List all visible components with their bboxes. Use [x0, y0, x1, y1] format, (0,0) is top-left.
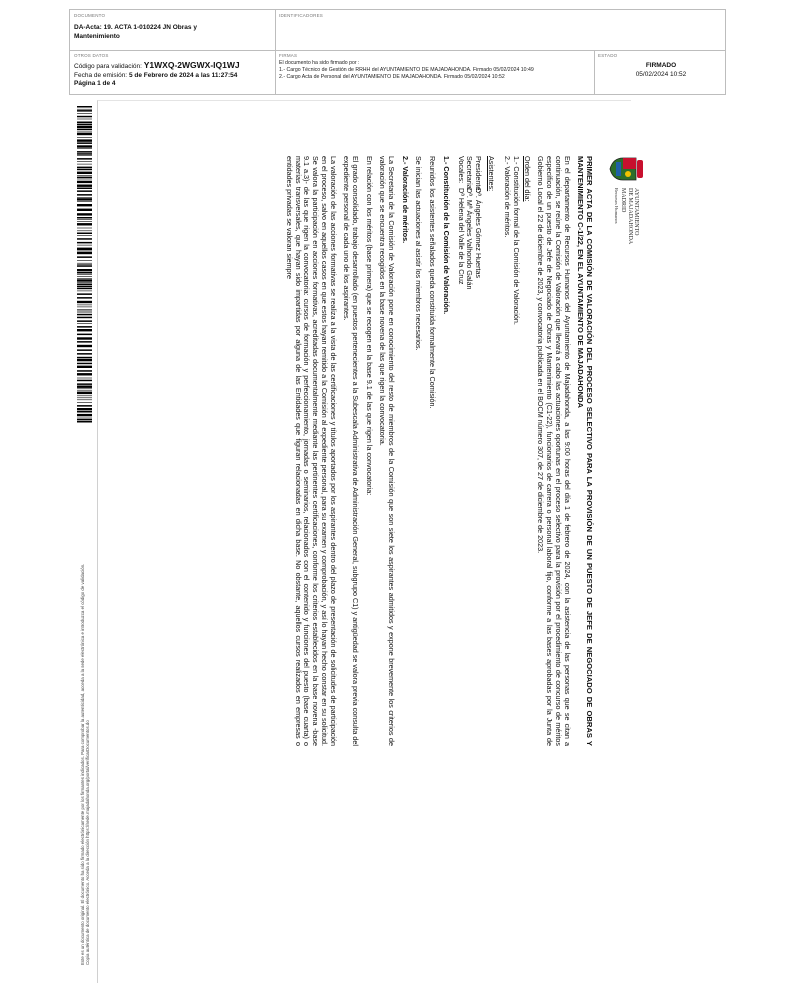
rotated-document-body	[196, 156, 646, 746]
barcode-bar	[77, 188, 92, 190]
firmas-label: FIRMAS	[279, 53, 298, 58]
barcode-bar	[77, 251, 92, 252]
orden-item-2: 2.- Valoración de méritos.	[503, 156, 513, 238]
intro-paragraph: En el departamento de Recursos Humanos del Ayuntamiento de Majadahonda, a las 9:00 horas del día 1 de febrero de 2024, con la asistencia de las personas que se citan a continuación, se reúne la Comisión de Valoración que llevará a cabo las actuaciones oportunas en el proceso selectivo para la provisión por el procedimiento de concurso de méritos específico de un puesto de Jefe de Negociado de Obras y Mantenimiento (C1-22), funcionarios de carrera o personal laboral fijo, conforme a las bases aprobadas por la Junta de Gobierno Local el 22 de diciembre de 2023, y convocatoria publicada en el BOCM número 307, de 27 de diciembre de 2023.	[536, 156, 572, 746]
section2-paragraph-2: En relación con los méritos (base primera) que se recogen en la base 9.1 de las que rigen la convocatoria:	[364, 156, 374, 496]
barcode-bar	[77, 269, 92, 271]
barcode-bar	[77, 260, 92, 261]
header-divider	[275, 10, 276, 50]
estado-value: FIRMADO	[645, 62, 677, 69]
barcode-bar	[77, 242, 92, 244]
barcode-bar	[77, 169, 92, 171]
barcode-bar	[77, 190, 92, 192]
signature-header	[69, 9, 726, 95]
barcode-bar	[77, 119, 92, 120]
orden-item-1: 1.- Constitución formal de la Comisión de Valoración.	[512, 156, 522, 325]
barcode-bar	[77, 204, 92, 206]
barcode-bar	[77, 265, 92, 267]
firma-1: 1.- Cargo Técnico de Gestión de RRHH del AYUNTAMIENTO DE MAJADAHONDA. Firmado 05/02/2024 10:49	[279, 67, 534, 73]
barcode-bar	[77, 282, 92, 283]
barcode-bar	[77, 305, 92, 306]
otros-datos-cell	[74, 53, 272, 89]
barcode-bar	[77, 116, 92, 118]
barcode-bar	[77, 213, 92, 215]
documento-value: DA-Acta: 19. ACTA 1-010224 JN Obras y Mantenimiento	[74, 24, 197, 40]
estado-label: ESTADO	[598, 53, 618, 58]
barcode-bar	[77, 194, 92, 196]
barcode-bar	[77, 109, 92, 110]
vocales-value: Dª Helena del Valle de la Cruz	[456, 188, 466, 285]
barcode-bar	[77, 133, 92, 135]
barcode-bar	[77, 231, 92, 232]
barcode-bar	[77, 155, 92, 156]
barcode-bar	[77, 110, 92, 112]
secretaria-value: Dª. Mª Ángeles Valhondo Galán	[465, 188, 475, 290]
barcode-bar	[77, 274, 92, 275]
barcode-bar	[77, 217, 92, 219]
barcode-bar	[77, 142, 92, 144]
identificadores-label: IDENTIFICADORES	[279, 13, 324, 18]
firma-2: 2.- Cargo Acta de Personal del AYUNTAMIENTO DE MAJADAHONDA. Firmado 05/02/2024 10:52	[279, 74, 505, 80]
orden-title: Orden del día:	[522, 156, 532, 202]
vocales-label: Vocales:	[456, 156, 466, 184]
barcode-bar	[77, 175, 92, 176]
barcode-bar	[77, 153, 92, 155]
barcode-bar	[77, 235, 92, 236]
documento-label: DOCUMENTO	[74, 13, 106, 18]
logo-line4: Recursos Humanos	[614, 188, 620, 224]
barcode-bar	[77, 307, 92, 308]
identificadores-cell	[279, 13, 579, 18]
barcode-bar	[77, 181, 92, 183]
municipal-logo	[606, 156, 646, 746]
barcode-bar	[77, 151, 92, 153]
header-divider	[70, 50, 725, 51]
presidente-label: Presidente:	[473, 156, 483, 193]
barcode-bar	[77, 293, 92, 295]
barcode-bar	[77, 256, 92, 258]
pagina: Página 1 de 4	[74, 80, 116, 87]
barcode-bar	[77, 221, 92, 222]
logo-line2: DE MAJADAHONDA	[626, 188, 633, 245]
firmas-intro: El documento ha sido firmado por :	[279, 60, 360, 66]
side-note-line2: Copia auténtica de documento electrónico. Acceda a la dirección https://sede.majadahonda.org/portal/verificarDocumentos.do	[85, 720, 91, 965]
barcode-bar	[77, 185, 92, 187]
barcode-bar	[77, 177, 92, 179]
barcode-bar	[77, 272, 92, 274]
coat-of-arms-icon	[609, 156, 643, 182]
barcode-bar	[77, 167, 92, 169]
barcode-bar	[77, 297, 92, 299]
logo-text	[613, 188, 639, 244]
section2-paragraph-4: La valoración de las acciones formativas se realiza a la vista de las certificaciones y títulos aportados por los aspirantes dentro del plazo de presentación de solicitudes de participación en el proceso, salvo en aquellos casos en que estos hayan remitido a la Comisión al expediente personal, para su examen y comprobación, y así lo hayan hecho constar en su solicitud. Se valora la participación en acciones formativas, acreditadas documentalmente mediante las pertinentes certificaciones, conforme los criterios establecidos en la base novena -base 9.1 a.3)- de las que rigen la convocatoria: cursos de formación y perfeccionamiento, jornadas o seminarios, relacionados con el contenido y funciones del puesto (base cuarta) o materias transversales, que hayan sido impartidas por alguna de las Entidades que figuran relacionadas en dicha base. No obstante, aquellos cursos realizados en empresas o entidades privadas se valoran siempre	[285, 156, 338, 746]
section1-paragraph-1: Reunidos los asistentes señalados queda constituida formalmente la Comisión.	[428, 156, 438, 409]
codigo-validacion	[74, 61, 272, 72]
barcode-bar	[77, 132, 92, 133]
barcode-bar	[77, 106, 92, 108]
barcode-bar	[77, 309, 92, 310]
barcode-bar	[77, 278, 92, 279]
barcode-bar	[77, 164, 92, 165]
codigo-value: Y1WXQ-2WGWX-IQ1WJ	[143, 60, 240, 70]
barcode-bar	[77, 124, 92, 126]
barcode-bar	[77, 126, 92, 128]
barcode-bar	[77, 312, 92, 313]
barcode-bar	[77, 276, 92, 277]
logo-line1: AYUNTAMIENTO	[633, 188, 640, 236]
barcode-bar	[77, 245, 92, 246]
barcode-bar	[77, 264, 92, 265]
fecha-emision	[74, 72, 272, 81]
barcode-bar	[77, 233, 92, 235]
header-divider	[594, 50, 595, 94]
fecha-prefix: Fecha de emisión:	[74, 71, 128, 79]
estado-cell	[598, 53, 724, 79]
barcode-bar	[77, 311, 92, 312]
side-note-line1: Este es un documento original. El documento ha sido firmado electrónicamente por los firmantes indicados. Para comprobar la autenticidad, acceda a la sede electrónica e introduzca el código de validación.	[80, 563, 85, 965]
barcode-bar	[77, 129, 92, 131]
firmas-cell	[279, 53, 591, 81]
header-divider	[275, 50, 276, 94]
barcode-bar	[77, 158, 92, 160]
logo-line3: MADRID	[620, 188, 626, 213]
section2-paragraph-1: La Secretaria de la Comisión de Valoración pone en conocimiento del resto de miembros de la Comisión que son siete los aspirantes admitidos y expone brevemente los criterios de valoración que se encuentra recogidos en la base novena de las que rigen la convocatoria.	[378, 156, 397, 746]
barcode-bar	[77, 291, 92, 292]
barcode-bar	[77, 122, 92, 124]
barcode-bar	[77, 209, 92, 211]
barcode-bar	[77, 301, 92, 303]
barcode-bar	[77, 228, 92, 229]
barcode-bar	[77, 238, 92, 240]
barcode-bar	[77, 148, 92, 149]
asistentes-list	[456, 156, 482, 746]
asistentes-title: Asistentes:	[486, 156, 496, 192]
barcode-bar	[77, 286, 92, 288]
documento-cell	[74, 13, 272, 41]
barcode-bar	[77, 197, 92, 198]
barcode-bar	[77, 201, 92, 202]
barcode-bar	[77, 248, 92, 250]
barcode-bar	[77, 198, 92, 200]
document-page-content	[98, 101, 640, 982]
secretaria-label: Secretaria:	[465, 156, 475, 191]
barcode-bar	[77, 252, 92, 254]
barcode-bar	[77, 219, 92, 220]
barcode-bar	[77, 263, 92, 264]
codigo-prefix: Código para validación:	[74, 63, 142, 70]
estado-date: 05/02/2024 10:52	[635, 70, 687, 78]
barcode-bar	[77, 284, 92, 286]
barcode-bar	[77, 137, 92, 138]
barcode-bar	[77, 139, 92, 141]
barcode-bar	[77, 288, 92, 290]
otros-datos-label: OTROS DATOS	[74, 53, 109, 58]
presidente-value: Dª. Ángeles Gómez Huertas	[473, 188, 483, 279]
barcode-bar	[77, 161, 92, 162]
section1-paragraph-2: Se inician las actuaciones al asistir los miembros necesarios.	[414, 156, 424, 351]
barcode-bar	[77, 223, 92, 225]
barcode-bar	[77, 279, 92, 281]
document-title: PRIMER ACTA DE LA COMISIÓN DE VALORACIÓN DEL PROCESO SELECTIVO PARA LA PROVISIÓN DE UN PUESTO DE JEFE DE NEGOCIADO DE OBRAS Y MANTENIMIENTO C-1/22, EN EL AYUNTAMIENTO DE MAJADAHONDA	[575, 156, 594, 746]
barcode-bar	[77, 145, 92, 147]
section1-title: 1.- Constitución de la Comisión de Valoración.	[441, 156, 451, 315]
barcode-bar	[77, 113, 92, 114]
section2-paragraph-3: El grado consolidado, trabajo desarrollado (en puestos pertenecientes a la Subescala Administrativa de Administración General, subgrupo C1) y antigüedad se valora previa consulta del expediente personal de cada uno de los aspirantes.	[342, 156, 360, 746]
fecha-value: 5 de Febrero de 2024 a las 11:27:54	[128, 71, 238, 79]
section2-title: 2.- Valoración de méritos.	[400, 156, 410, 244]
barcode-bar	[77, 172, 92, 174]
barcode-bar	[77, 179, 92, 180]
